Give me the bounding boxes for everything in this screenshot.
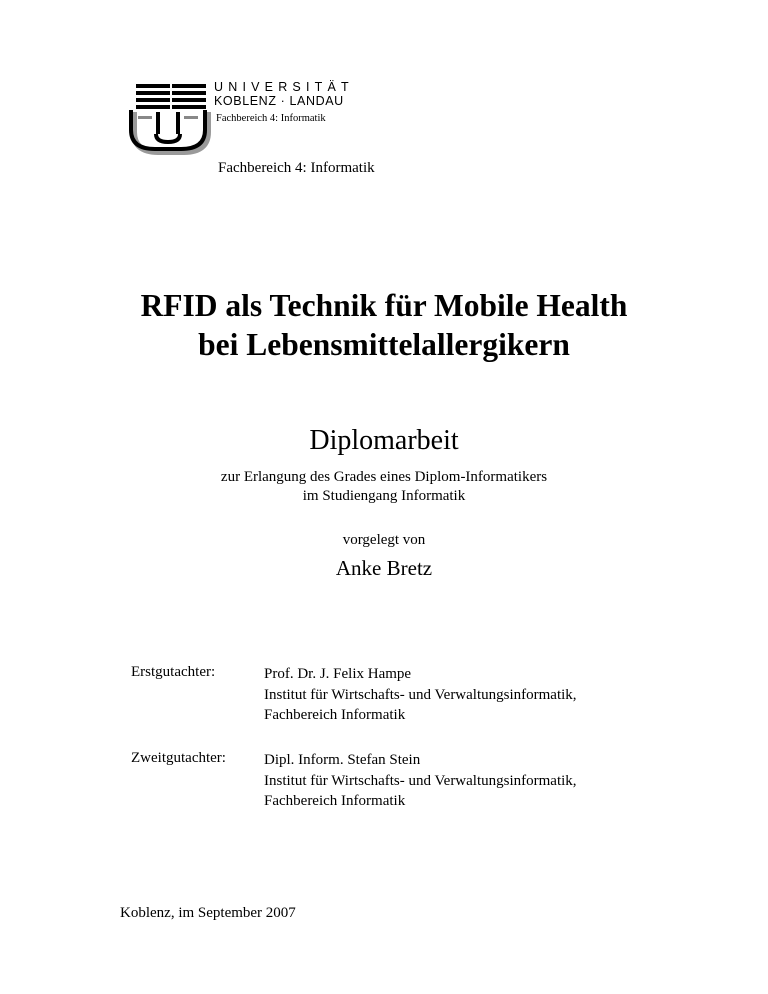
degree-purpose [0,468,768,506]
degree-purpose-line-1: zur Erlangung des Grades eines Diplom-Informatikers [220,469,548,485]
author-name: Anke Bretz [335,556,433,580]
second-reviewer-department: Fachbereich Informatik [264,793,406,809]
first-reviewer-label: Erstgutachter: [131,664,216,680]
logo-city-text: KOBLENZ · LANDAU [214,94,344,108]
logo-department-text: Fachbereich 4: Informatik [216,113,326,124]
degree-purpose-line-2: im Studiengang Informatik [302,488,466,504]
second-reviewer-label: Zweitgutachter: [131,750,226,766]
logo-university-text: UNIVERSITÄT [214,80,354,94]
thesis-title-line-2: bei Lebensmittelallergikern [198,327,570,362]
document-type: Diplomarbeit [309,425,459,456]
university-emblem-icon [128,76,218,158]
second-reviewer-name: Dipl. Inform. Stefan Stein [264,752,421,768]
second-reviewer-details [264,750,577,812]
first-reviewer-department: Fachbereich Informatik [264,707,406,723]
first-reviewer-name: Prof. Dr. J. Felix Hampe [264,666,412,682]
faculty-name: Fachbereich 4: Informatik [218,160,375,176]
first-reviewer-institute: Institut für Wirtschafts- und Verwaltungsinformatik, [264,686,577,703]
thesis-title [0,286,768,364]
thesis-title-line-1: RFID als Technik für Mobile Health [140,288,628,323]
second-reviewer-institute: Institut für Wirtschafts- und Verwaltungsinformatik, [264,772,577,789]
first-reviewer-details [264,664,577,726]
place-and-date: Koblenz, im September 2007 [120,905,296,921]
presented-by-label: vorgelegt von [342,532,426,548]
university-logo [128,76,354,158]
